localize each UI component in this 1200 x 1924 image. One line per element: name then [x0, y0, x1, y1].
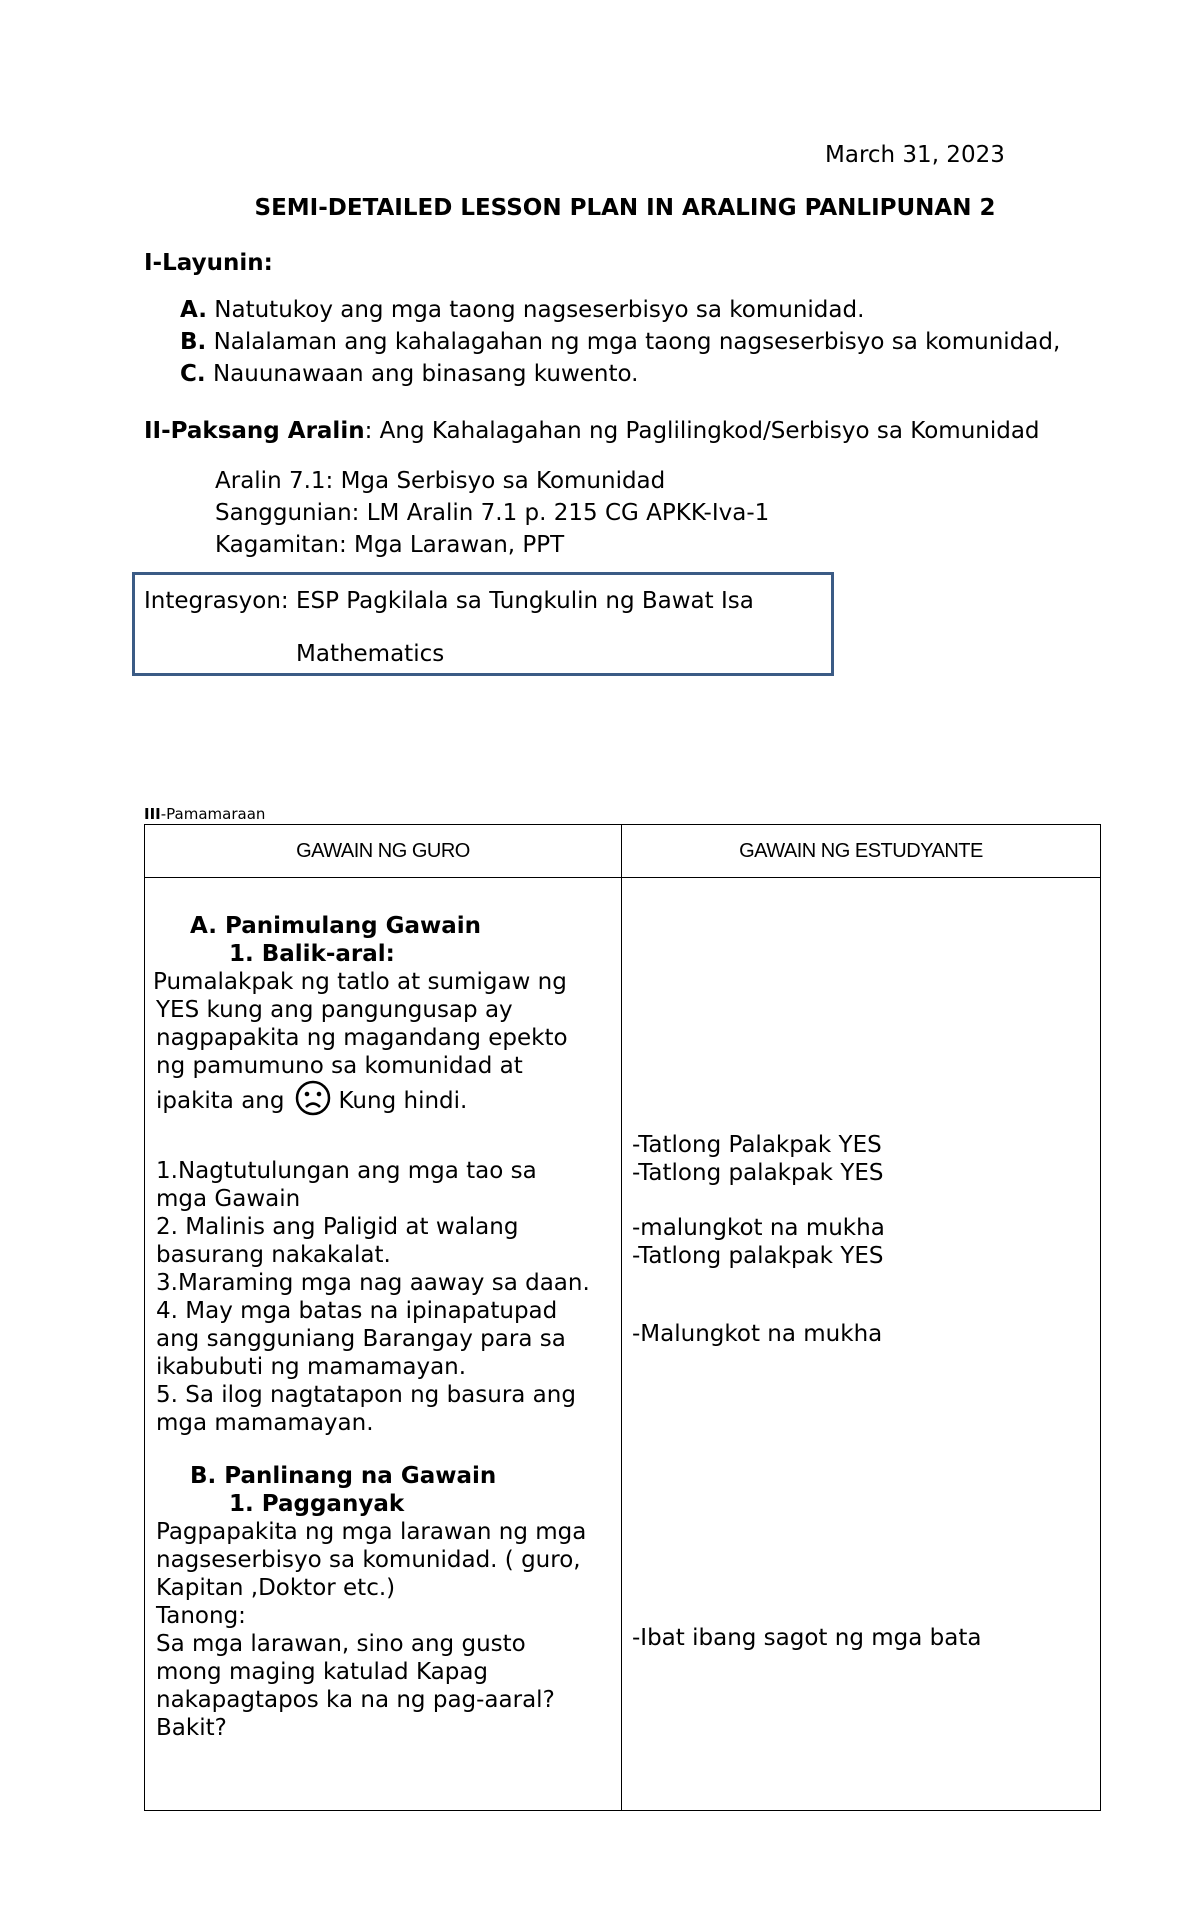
estudyante-cell: [622, 878, 1101, 1811]
pagganyak-heading: 1. Pagganyak: [229, 1491, 405, 1517]
pamamaraan-label: [144, 805, 265, 823]
layunin-heading: I-Layunin:: [144, 250, 273, 276]
objective-a-letter: A.: [180, 297, 207, 323]
statement-line: ikabubuti ng mamamayan.: [156, 1354, 467, 1380]
instruction-line: nagpapakita ng magandang epekto: [156, 1025, 568, 1051]
pagganyak-line: Sa mga larawan, sino ang gusto: [156, 1631, 526, 1657]
guro-cell: [145, 878, 622, 1811]
statement-line: ang sangguniang Barangay para sa: [156, 1326, 566, 1352]
student-answer: -Malungkot na mukha: [632, 1321, 883, 1347]
paksang-aralin: [144, 418, 1040, 444]
objective-c-letter: C.: [180, 361, 206, 387]
pagganyak-line: Tanong:: [156, 1603, 246, 1629]
objective-b-text: Nalalaman ang kahalagahan ng mga taong nagseserbisyo sa komunidad,: [213, 329, 1061, 355]
statement-line: 2. Malinis ang Paligid at walang: [156, 1214, 519, 1240]
pagganyak-line: nagseserbisyo sa komunidad. ( guro,: [156, 1547, 581, 1573]
pamamaraan-prefix: III: [144, 805, 161, 823]
pagganyak-line: mong maging katulad Kapag: [156, 1659, 489, 1685]
panimulang-gawain-heading: A. Panimulang Gawain: [190, 913, 482, 939]
pagganyak-line: Pagpapakita ng mga larawan ng mga: [156, 1519, 587, 1545]
header-estudyante: GAWAIN NG ESTUDYANTE: [622, 825, 1101, 878]
date: March 31, 2023: [825, 142, 1005, 168]
paksang-aralin-text: : Ang Kahalagahan ng Paglilingkod/Serbisyo sa Komunidad: [364, 418, 1040, 444]
ipakita-line: [156, 1080, 467, 1123]
statement-line: mga mamamayan.: [156, 1410, 374, 1436]
statement-line: 3.Maraming mga nag aaway sa daan.: [156, 1270, 590, 1296]
sad-face-icon: [295, 1080, 331, 1123]
objective-a: [180, 297, 864, 323]
sanggunian-line: Sanggunian: LM Aralin 7.1 p. 215 CG APKK-Iva-1: [215, 500, 770, 526]
objective-c: [180, 361, 638, 387]
statement-line: basurang nakakalat.: [156, 1242, 391, 1268]
table-header-row: [145, 825, 1101, 878]
student-answer: -malungkot na mukha: [632, 1215, 885, 1241]
integrasyon-line-2: Mathematics: [296, 641, 445, 667]
statement-line: 4. May mga batas na ipinapatupad: [156, 1298, 558, 1324]
table-row: [145, 878, 1101, 1811]
student-answer: -Tatlong Palakpak YES: [632, 1132, 882, 1158]
document-title: SEMI-DETAILED LESSON PLAN IN ARALING PANLIPUNAN 2: [254, 195, 996, 221]
statement-line: 1.Nagtutulungan ang mga tao sa: [156, 1158, 537, 1184]
integrasyon-line-1: Integrasyon: ESP Pagkilala sa Tungkulin ng Bawat Isa: [144, 588, 754, 614]
objective-c-text: Nauunawaan ang binasang kuwento.: [212, 361, 639, 387]
objective-b-letter: B.: [180, 329, 207, 355]
student-answer: -Ibat ibang sagot ng mga bata: [632, 1625, 982, 1651]
paksang-aralin-heading: II-Paksang Aralin: [144, 418, 365, 444]
balik-aral-heading: 1. Balik-aral:: [229, 941, 395, 967]
instruction-line: YES kung ang pangungusap ay: [156, 997, 513, 1023]
student-answer: -Tatlong palakpak YES: [632, 1243, 884, 1269]
statement-line: 5. Sa ilog nagtatapon ng basura ang: [156, 1382, 576, 1408]
ipakita-text: ipakita ang: [156, 1088, 285, 1114]
instruction-line: ng pamumuno sa komunidad at: [156, 1053, 523, 1079]
objective-a-text: Natutukoy ang mga taong nagseserbisyo sa komunidad.: [214, 297, 865, 323]
pagganyak-line: nakapagtapos ka na ng pag-aaral?: [156, 1687, 555, 1713]
pamamaraan-text: -Pamamaraan: [160, 805, 266, 823]
student-answer: -Tatlong palakpak YES: [632, 1160, 884, 1186]
lesson-table: [144, 824, 1101, 1811]
kung-hindi-text: Kung hindi.: [338, 1088, 468, 1114]
pagganyak-line: Kapitan ,Doktor etc.): [156, 1575, 396, 1601]
aralin-line: Aralin 7.1: Mga Serbisyo sa Komunidad: [215, 468, 666, 494]
instruction-line: Pumalakpak ng tatlo at sumigaw ng: [153, 969, 567, 995]
objective-b: [180, 329, 1060, 355]
kagamitan-line: Kagamitan: Mga Larawan, PPT: [215, 532, 565, 558]
header-guro: GAWAIN NG GURO: [145, 825, 622, 878]
pagganyak-line: Bakit?: [156, 1715, 227, 1741]
panlinang-gawain-heading: B. Panlinang na Gawain: [190, 1463, 497, 1489]
statement-line: mga Gawain: [156, 1186, 301, 1212]
